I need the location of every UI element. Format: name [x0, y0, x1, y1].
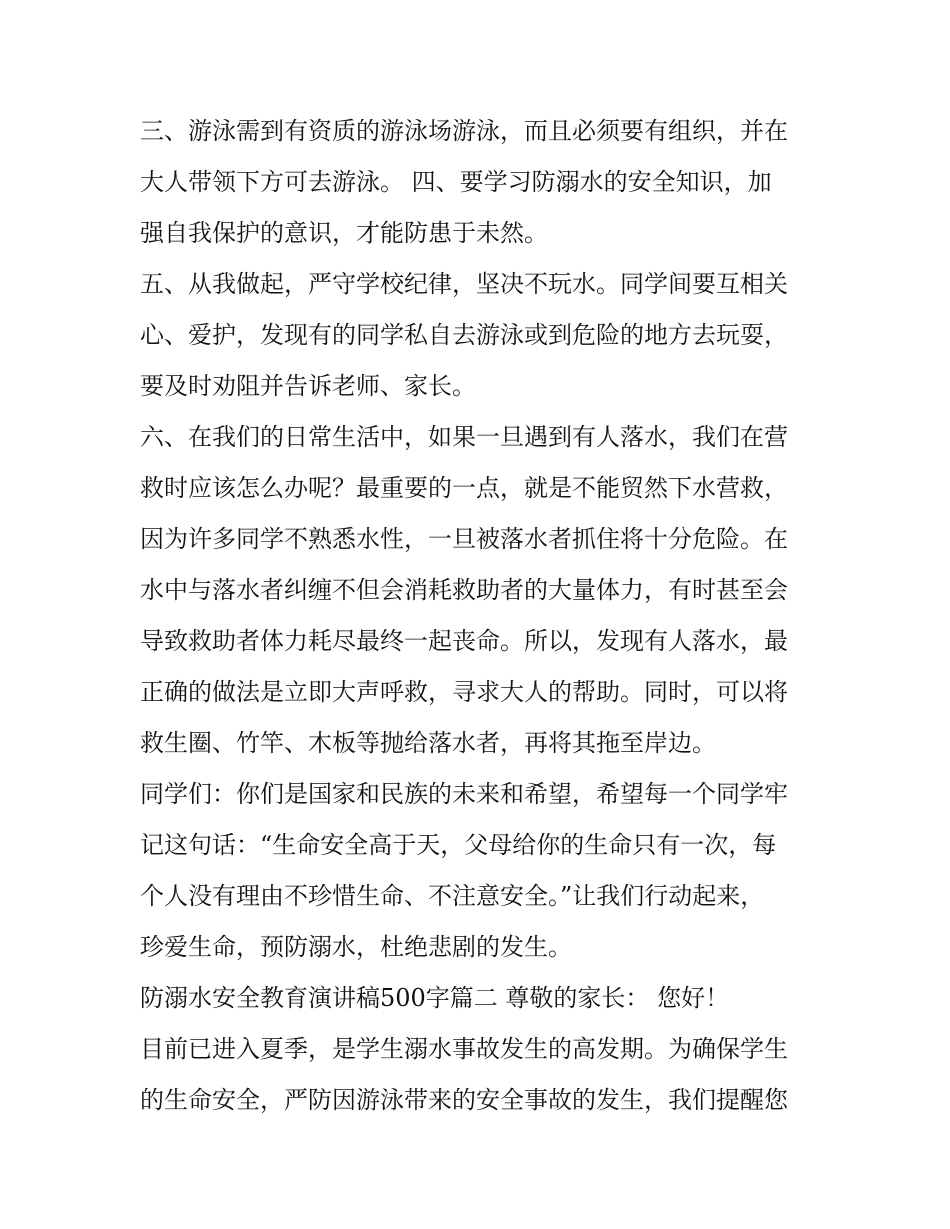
- text-line: 个人没有理由不珍惜生命、不注意安全。”让我们行动起来，: [140, 882, 765, 910]
- text-line: 五、从我做起，严守学校纪律，坚决不玩水。同学间要互相关: [140, 270, 788, 298]
- section-heading-part-two: [140, 973, 820, 1024]
- document-body: [140, 106, 820, 1126]
- text-line: 水中与落水者纠缠不但会消耗救助者的大量体力，有时甚至会: [140, 576, 788, 604]
- paragraph-school-discipline: [140, 259, 820, 412]
- text-line: 强自我保护的意识，才能防患于未然。: [140, 219, 548, 247]
- text-line: 要及时劝阻并告诉老师、家长。: [140, 372, 476, 400]
- text-line: 救时应该怎么办呢？最重要的一点，就是不能贸然下水营救，: [140, 474, 788, 502]
- paragraph-swimming-rules: [140, 106, 820, 259]
- text-line: 记这句话：“生命安全高于天，父母给你的生命只有一次，每: [140, 831, 777, 859]
- paragraph-rescue-advice: [140, 412, 820, 769]
- text-line: 心、爱护，发现有的同学私自去游泳或到危险的地方去玩耍，: [140, 321, 788, 349]
- text-line: 救生圈、竹竿、木板等抛给落水者，再将其拖至岸边。: [140, 729, 716, 757]
- text-line: 的生命安全，严防因游泳带来的安全事故的发生，我们提醒您: [140, 1086, 788, 1114]
- text-line: 防溺水安全教育演讲稿500字篇二 尊敬的家长： 您好！: [140, 984, 730, 1012]
- paragraph-parents-notice: [140, 1024, 820, 1126]
- text-line: 三、游泳需到有资质的游泳场游泳，而且必须要有组织，并在: [140, 117, 788, 145]
- text-line: 同学们：你们是国家和民族的未来和希望，希望每一个同学牢: [140, 780, 788, 808]
- text-line: 六、在我们的日常生活中，如果一旦遇到有人落水，我们在营: [140, 423, 788, 451]
- text-line: 导致救助者体力耗尽最终一起丧命。所以，发现有人落水，最: [140, 627, 788, 655]
- text-line: 因为许多同学不熟悉水性，一旦被落水者抓住将十分危险。在: [140, 525, 788, 553]
- paragraph-students-closing: [140, 769, 820, 973]
- text-line: 正确的做法是立即大声呼救，寻求大人的帮助。同时，可以将: [140, 678, 788, 706]
- text-line: 目前已进入夏季，是学生溺水事故发生的高发期。为确保学生: [140, 1035, 788, 1063]
- text-line: 珍爱生命，预防溺水，杜绝悲剧的发生。: [140, 933, 572, 961]
- text-line: 大人带领下方可去游泳。 四、要学习防溺水的安全知识，加: [140, 168, 772, 196]
